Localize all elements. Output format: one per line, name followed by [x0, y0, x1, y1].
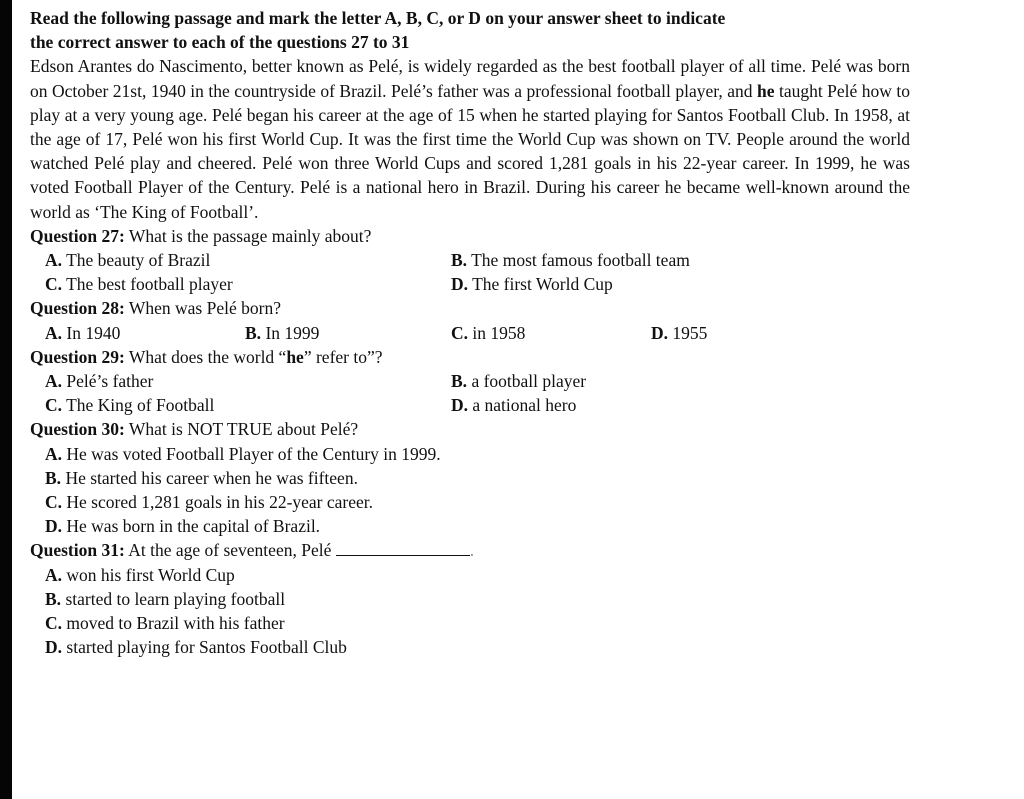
- left-edge-bar: [0, 0, 12, 799]
- question-27-options-row-1: [30, 248, 910, 272]
- option-text: The first World Cup: [468, 274, 613, 295]
- option-letter: B.: [245, 322, 262, 343]
- option-letter: C.: [45, 395, 63, 416]
- question-27-option-c[interactable]: [45, 272, 451, 296]
- question-29: [30, 345, 910, 369]
- question-31-label: Question 31:: [30, 540, 125, 561]
- worksheet: [30, 6, 910, 659]
- question-27-option-a[interactable]: [45, 248, 451, 272]
- question-31-end: .: [469, 540, 475, 561]
- option-text: In 1940: [62, 322, 121, 343]
- option-text: He was voted Football Player of the Century in 1999.: [62, 443, 441, 464]
- question-28-option-c[interactable]: [451, 321, 651, 345]
- question-29-option-b[interactable]: [451, 369, 851, 393]
- option-text: a national hero: [468, 395, 577, 416]
- option-text: He was born in the capital of Brazil.: [62, 516, 321, 537]
- question-27-text: What is the passage mainly about?: [124, 225, 372, 246]
- passage-part-1: Edson Arantes do Nascimento, better known as Pelé, is widely regarded as the best football player of all time. Pelé was born on October 21st, 1940 in the countryside of Brazil. Pelé’s father was a professional football player, and: [30, 56, 910, 101]
- option-letter: A.: [45, 371, 63, 392]
- question-27-options-row-2: [30, 272, 910, 296]
- reading-passage: [30, 54, 910, 223]
- question-27-option-b[interactable]: [451, 248, 851, 272]
- option-text: The most famous football team: [467, 250, 690, 271]
- question-31-option-b[interactable]: [30, 587, 910, 611]
- option-text: In 1999: [261, 322, 320, 343]
- question-28: [30, 296, 910, 320]
- question-30-option-a[interactable]: [30, 442, 910, 466]
- question-27-label: Question 27:: [30, 225, 125, 246]
- option-text: 1955: [668, 322, 708, 343]
- question-30-option-d[interactable]: [30, 514, 910, 538]
- question-29-label: Question 29:: [30, 346, 125, 367]
- option-letter: B.: [451, 371, 468, 392]
- question-29-option-d[interactable]: [451, 393, 851, 417]
- option-text: a football player: [467, 371, 587, 392]
- question-31-text: At the age of seventeen, Pelé: [124, 540, 336, 561]
- option-text: He started his career when he was fifteen.: [61, 467, 358, 488]
- option-text: The King of Football: [62, 395, 215, 416]
- option-letter: A.: [45, 250, 63, 271]
- option-text: Pelé’s father: [62, 371, 154, 392]
- option-letter: D.: [45, 516, 63, 537]
- question-31-option-a[interactable]: [30, 563, 910, 587]
- option-letter: D.: [651, 322, 669, 343]
- passage-part-2: taught Pelé how to play at a very young age. Pelé began his career at the age of 15 when he started playing for Santos Football Club. In 1958, at the age of 17, Pelé won his first World Cup. It was the first time the World Cup was shown on TV. People around the world watched Pelé play and cheered. Pelé won three World Cups and scored 1,281 goals in his 22-year career. In 1999, he was voted Football Player of the Century. Pelé is a national hero in Brazil. During his career he became well-known around the world as ‘The King of Football’.: [30, 80, 910, 222]
- question-29-option-c[interactable]: [45, 393, 451, 417]
- option-text: won his first World Cup: [62, 564, 235, 585]
- option-letter: B.: [45, 588, 62, 609]
- option-letter: D.: [451, 274, 469, 295]
- question-31: [30, 538, 910, 562]
- question-29-option-a[interactable]: [45, 369, 451, 393]
- question-28-option-b[interactable]: [245, 321, 451, 345]
- option-letter: C.: [451, 322, 469, 343]
- question-30-label: Question 30:: [30, 419, 125, 440]
- question-31-option-c[interactable]: [30, 611, 910, 635]
- question-30-option-b[interactable]: [30, 466, 910, 490]
- question-28-options-row: [30, 321, 910, 345]
- option-text: in 1958: [468, 322, 526, 343]
- option-text: The best football player: [62, 274, 233, 295]
- question-27-option-d[interactable]: [451, 272, 851, 296]
- answer-blank: [336, 541, 470, 556]
- option-text: He scored 1,281 goals in his 22-year career.: [62, 492, 374, 513]
- question-30: [30, 417, 910, 441]
- option-letter: C.: [45, 613, 63, 634]
- option-text: started to learn playing football: [61, 588, 286, 609]
- question-30-option-c[interactable]: [30, 490, 910, 514]
- question-31-option-d[interactable]: [30, 635, 910, 659]
- option-letter: D.: [45, 637, 63, 658]
- question-28-label: Question 28:: [30, 298, 125, 319]
- question-29-text-before: What does the world “: [124, 346, 287, 367]
- question-28-option-d[interactable]: [651, 321, 851, 345]
- option-letter: C.: [45, 492, 63, 513]
- question-29-highlight-he: he: [286, 346, 304, 367]
- option-letter: B.: [45, 467, 62, 488]
- option-letter: A.: [45, 564, 63, 585]
- option-letter: D.: [451, 395, 469, 416]
- question-28-text: When was Pelé born?: [124, 298, 281, 319]
- question-28-option-a[interactable]: [45, 321, 245, 345]
- question-29-options-row-1: [30, 369, 910, 393]
- option-text: started playing for Santos Football Club: [62, 637, 347, 658]
- instruction-line-2: the correct answer to each of the questions 27 to 31: [30, 32, 410, 53]
- instruction-line-1: Read the following passage and mark the letter A, B, C, or D on your answer sheet to indicate: [30, 8, 726, 28]
- question-29-text-after: ” refer to”?: [303, 346, 383, 367]
- option-text: moved to Brazil with his father: [62, 613, 285, 634]
- passage-highlight-he: he: [756, 80, 775, 101]
- option-letter: A.: [45, 322, 63, 343]
- question-30-text: What is NOT TRUE about Pelé?: [124, 419, 359, 440]
- option-letter: A.: [45, 443, 63, 464]
- option-letter: B.: [451, 250, 468, 271]
- option-text: The beauty of Brazil: [62, 250, 211, 271]
- question-29-options-row-2: [30, 393, 910, 417]
- question-27: [30, 224, 910, 248]
- option-letter: C.: [45, 274, 63, 295]
